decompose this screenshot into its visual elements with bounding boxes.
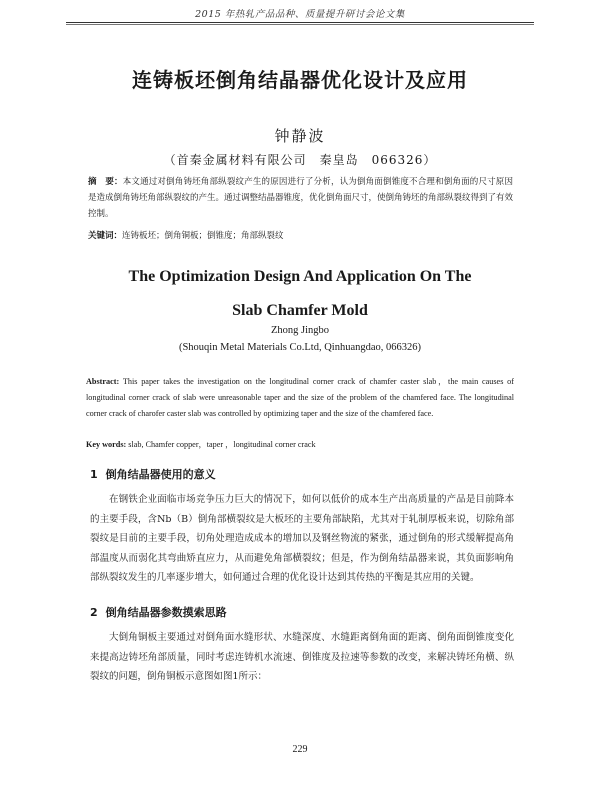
section-2-heading: [90, 604, 227, 620]
title-chinese: 连铸板坯倒角结晶器优化设计及应用: [132, 68, 468, 92]
keywords-english-text: slab, Chamfer copper，taper ，longitudinal corner crack: [128, 440, 316, 449]
section-1-heading: [90, 466, 216, 482]
abstract-english-label: Abstract:: [86, 377, 120, 386]
running-head: 2015 年热轧产品品种、质量提升研讨会论文集: [195, 9, 405, 20]
abstract-english: [86, 374, 514, 422]
title-english-line2: Slab Chamfer Mold: [232, 302, 368, 319]
title-english: [60, 260, 540, 328]
affiliation-chinese: （首秦金属材料有限公司 秦皇岛 066326）: [163, 153, 437, 167]
keywords-chinese-text: 连铸板坯；倒角铜板；倒锥度；角部纵裂纹: [122, 231, 284, 241]
section-1-number: 1: [90, 468, 98, 481]
section-2-title: 倒角结晶器参数摸索思路: [105, 606, 227, 619]
section-2-body: 大倒角铜板主要通过对倒角面水缝形状、水缝深度、水缝距离倒角面的距离、倒角面倒锥度变化来提高边铸坯角部质量，同时考虑连铸机水流速、倒锥度及拉速等参数的改变，来解决铸坯角横、纵裂纹的问题，倒角铜板示意图如图1所示：: [90, 632, 514, 682]
title-english-line1: The Optimization Design And Application On The: [128, 268, 472, 285]
section-1-title: 倒角结晶器使用的意义: [105, 468, 216, 481]
keywords-english: [86, 439, 514, 451]
keywords-chinese: [88, 229, 513, 243]
abstract-chinese: [88, 174, 513, 222]
abstract-chinese-text: 本文通过对倒角铸坯角部纵裂纹产生的原因进行了分析，认为倒角面倒锥度不合理和倒角面的尺寸原因是造成倒角铸坯角部纵裂纹的产生。通过调整结晶器锥度，优化倒角面尺寸，使倒角铸坯的角部纵裂纹得到了有效控制。: [88, 177, 514, 219]
keywords-english-label: Key words:: [86, 440, 127, 449]
header-rule: [66, 22, 534, 23]
section-1-body: 在钢铁企业面临市场竞争压力巨大的情况下，如何以低价的成本生产出高质量的产品是目前降本的主要手段，含Nb（B）倒角部横裂纹是大板坯的主要角部缺陷，尤其对于轧制厚板来说，切除角部裂纹是目前的主要手段，切角处理造成成本的增加以及钢丝物流的紧张，通过倒角的形式缓解提高角部温度从而弱化其弯曲矫直应力，从而避免角部横裂纹；但是，作为倒角结晶器来说，其负面影响角部纵裂纹发生的几率逐步增大，如何通过合理的优化设计达到其传热的平衡是其应用的关键。: [90, 494, 514, 583]
abstract-english-text: This paper takes the investigation on the longitudinal corner crack of chamfer caster slab，the main causes of longitudinal corner crack of slab were unreasonable taper and the size of the problem of the chamfered face. The longitudinal corner crack of charofer caster slab was controlled by optimizing taper and the size of the chamfered face.: [86, 377, 514, 418]
abstract-chinese-label: 摘 要：: [88, 177, 123, 187]
author-chinese: 钟静波: [274, 127, 326, 145]
page-number: 229: [292, 744, 308, 755]
author-english: Zhong Jingbo: [270, 325, 330, 336]
section-2-number: 2: [90, 606, 98, 619]
keywords-chinese-label: 关键词：: [88, 231, 123, 241]
header-rule-thin: [66, 24, 534, 25]
affiliation-english: (Shouqin Metal Materials Co.Ltd, Qinhuangdao, 066326): [178, 342, 422, 353]
